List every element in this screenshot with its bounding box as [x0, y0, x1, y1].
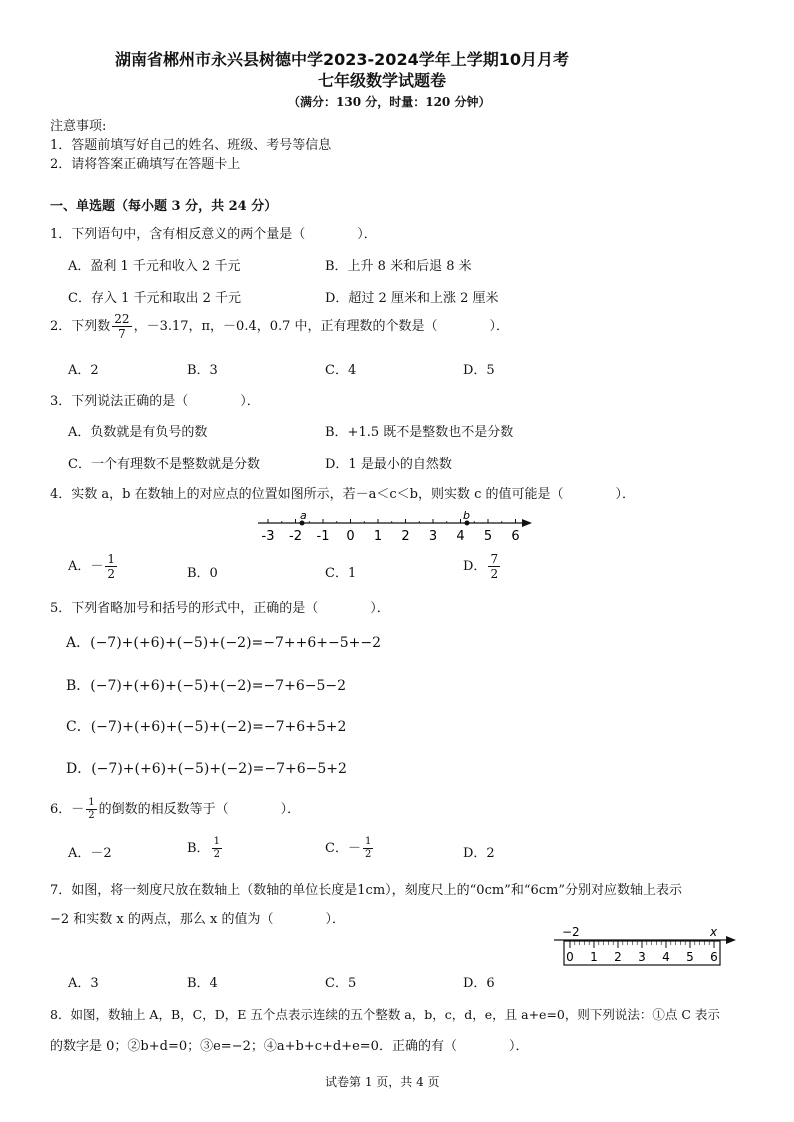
q7-axis-arrow	[726, 936, 736, 944]
notes-item-2: 2．请将答案正确填写在答题卡上	[50, 157, 241, 172]
number-line-label: 4	[456, 529, 465, 544]
q4-option-b: B．0	[187, 566, 218, 581]
q1-option-a: A．盈利 1 千元和收入 2 千元	[68, 259, 241, 274]
ruler-label: 1	[590, 950, 598, 964]
q1-stem: 1．下列语句中，含有相反意义的两个量是（ ）．	[50, 227, 377, 242]
ruler-label: 2	[614, 950, 622, 964]
point-b-label: b	[463, 509, 470, 522]
q2-stem	[50, 313, 509, 340]
q3-option-b: B．+1.5 既不是整数也不是分数	[325, 425, 514, 440]
exam-subtitle: （满分：130 分，时量：120 分钟）	[288, 95, 491, 109]
fraction-1-2: $\frac{1}{2}$	[88, 797, 95, 821]
q7-line2: −2 和实数 x 的两点，那么 x 的值为（ ）．	[50, 912, 345, 927]
exam-title-line1: 湖南省郴州市永兴县树德中学2023-2024学年上学期10月月考	[115, 50, 569, 69]
fraction-7-2: $\frac{7}{2}$	[490, 552, 499, 581]
number-line-label: -1	[316, 529, 330, 544]
ruler-label: 3	[638, 950, 646, 964]
q2-option-c: C．4	[325, 363, 357, 378]
exam-title-line2: 七年级数学试题卷	[318, 71, 447, 90]
q3-stem: 3．下列说法正确的是（ ）．	[50, 394, 260, 409]
q3-option-d: D．1 是最小的自然数	[325, 457, 452, 472]
q7-option-a: A．3	[68, 976, 99, 991]
q5-stem: 5．下列省略加号和括号的形式中，正确的是（ ）．	[50, 601, 390, 616]
q5-option-c: C．(−7)+(+6)+(−5)+(−2)=−7+6+5+2	[66, 719, 347, 735]
q4-option-c: C．1	[325, 566, 357, 581]
q7-label-minus-two: −2	[562, 925, 580, 939]
q4-stem: 4．实数 a，b 在数轴上的对应点的位置如图所示，若－a＜c＜b，则实数 c 的值可能是（ ）．	[50, 487, 636, 502]
q1-option-d: D．超过 2 厘米和上涨 2 厘米	[325, 291, 499, 306]
notes-heading: 注意事项:	[50, 119, 107, 134]
number-line-label: 2	[401, 529, 410, 544]
number-line-label: 3	[428, 529, 438, 544]
q5-option-a: A．(−7)+(+6)+(−5)+(−2)=−7++6+−5+−2	[66, 635, 382, 651]
q7-ruler-figure	[548, 924, 742, 968]
number-line-label: 0	[346, 529, 355, 544]
q7-option-d: D．6	[463, 976, 495, 991]
q2-stem-suffix: ，－3.17，π，－0.4，0.7 中，正有理数的个数是（ ）．	[133, 319, 510, 334]
q2-option-d: D．5	[463, 363, 495, 378]
notes-item-1: 1．答题前填写好自己的姓名、班级、考号等信息	[50, 138, 332, 153]
q2-option-b: B．3	[187, 363, 218, 378]
q7-option-c: C．5	[325, 976, 357, 991]
q5-option-d: D．(−7)+(+6)+(−5)+(−2)=−7+6−5+2	[66, 761, 347, 777]
number-line-label: 5	[483, 529, 493, 544]
number-line-label: 6	[511, 529, 520, 544]
q4-option-a: A．－ $\frac{1}{2}$	[68, 552, 116, 581]
q7-label-x: x	[710, 925, 718, 939]
q3-option-c: C．一个有理数不是整数就是分数	[68, 457, 260, 472]
page-footer: 试卷第 1 页，共 4 页	[325, 1075, 440, 1089]
q4-number-line	[250, 505, 540, 545]
q1-option-c: C．存入 1 千元和取出 2 千元	[68, 291, 242, 306]
q5-option-b: B．(−7)+(+6)+(−5)+(−2)=−7+6−5−2	[66, 678, 347, 694]
q3-option-a: A．负数就是有负号的数	[68, 425, 208, 440]
fraction-22-7: $\frac{22}{7}$	[114, 312, 130, 341]
section-title: 一、单选题（每小题 3 分，共 24 分）	[50, 199, 278, 214]
q6-option-a: A．－2	[68, 846, 112, 861]
q7-line1: 7．如图，将一刻度尺放在数轴上（数轴的单位长度是1cm），刻度尺上的“0cm”和“6cm”分别对应数轴上表示	[50, 883, 682, 898]
ruler-label: 6	[710, 950, 718, 964]
q7-option-b: B．4	[187, 976, 218, 991]
q2-option-a: A．2	[68, 363, 99, 378]
number-line-label: -3	[261, 529, 275, 544]
q4-option-d: D． $\frac{7}{2}$	[463, 552, 499, 581]
q1-option-b: B．上升 8 米和后退 8 米	[325, 259, 472, 274]
number-line-arrow	[522, 519, 532, 527]
q8-line1: 8．如图，数轴上 A，B，C，D，E 五个点表示连续的五个整数 a，b，c，d，e，且 a+e=0，则下列说法：①点 C 表示	[50, 1007, 720, 1022]
ruler-label: 0	[566, 950, 574, 964]
fraction-1-2: $\frac{1}{2}$	[107, 552, 116, 581]
q2-stem-prefix: 2．下列数	[50, 319, 111, 334]
q8-line2: 的数字是 0；②b+d=0；③e=−2；④a+b+c+d+e=0．正确的有（ ）．	[50, 1039, 529, 1054]
ruler-label: 4	[662, 950, 670, 964]
q6-stem: 6．－ $\frac{1}{2}$ 的倒数的相反数等于（ ）．	[50, 797, 301, 821]
ruler-label: 5	[686, 950, 694, 964]
number-line-label: -2	[289, 529, 302, 544]
fraction-1-2: $\frac{1}{2}$	[213, 836, 220, 860]
number-line-label: 1	[373, 529, 383, 544]
point-a-label: a	[300, 509, 307, 522]
q6-option-d: D．2	[463, 846, 495, 861]
fraction-1-2: $\frac{1}{2}$	[364, 836, 372, 860]
q6-option-b: B． $\frac{1}{2}$	[187, 836, 220, 860]
q6-option-c: C．－ $\frac{1}{2}$	[325, 836, 372, 860]
